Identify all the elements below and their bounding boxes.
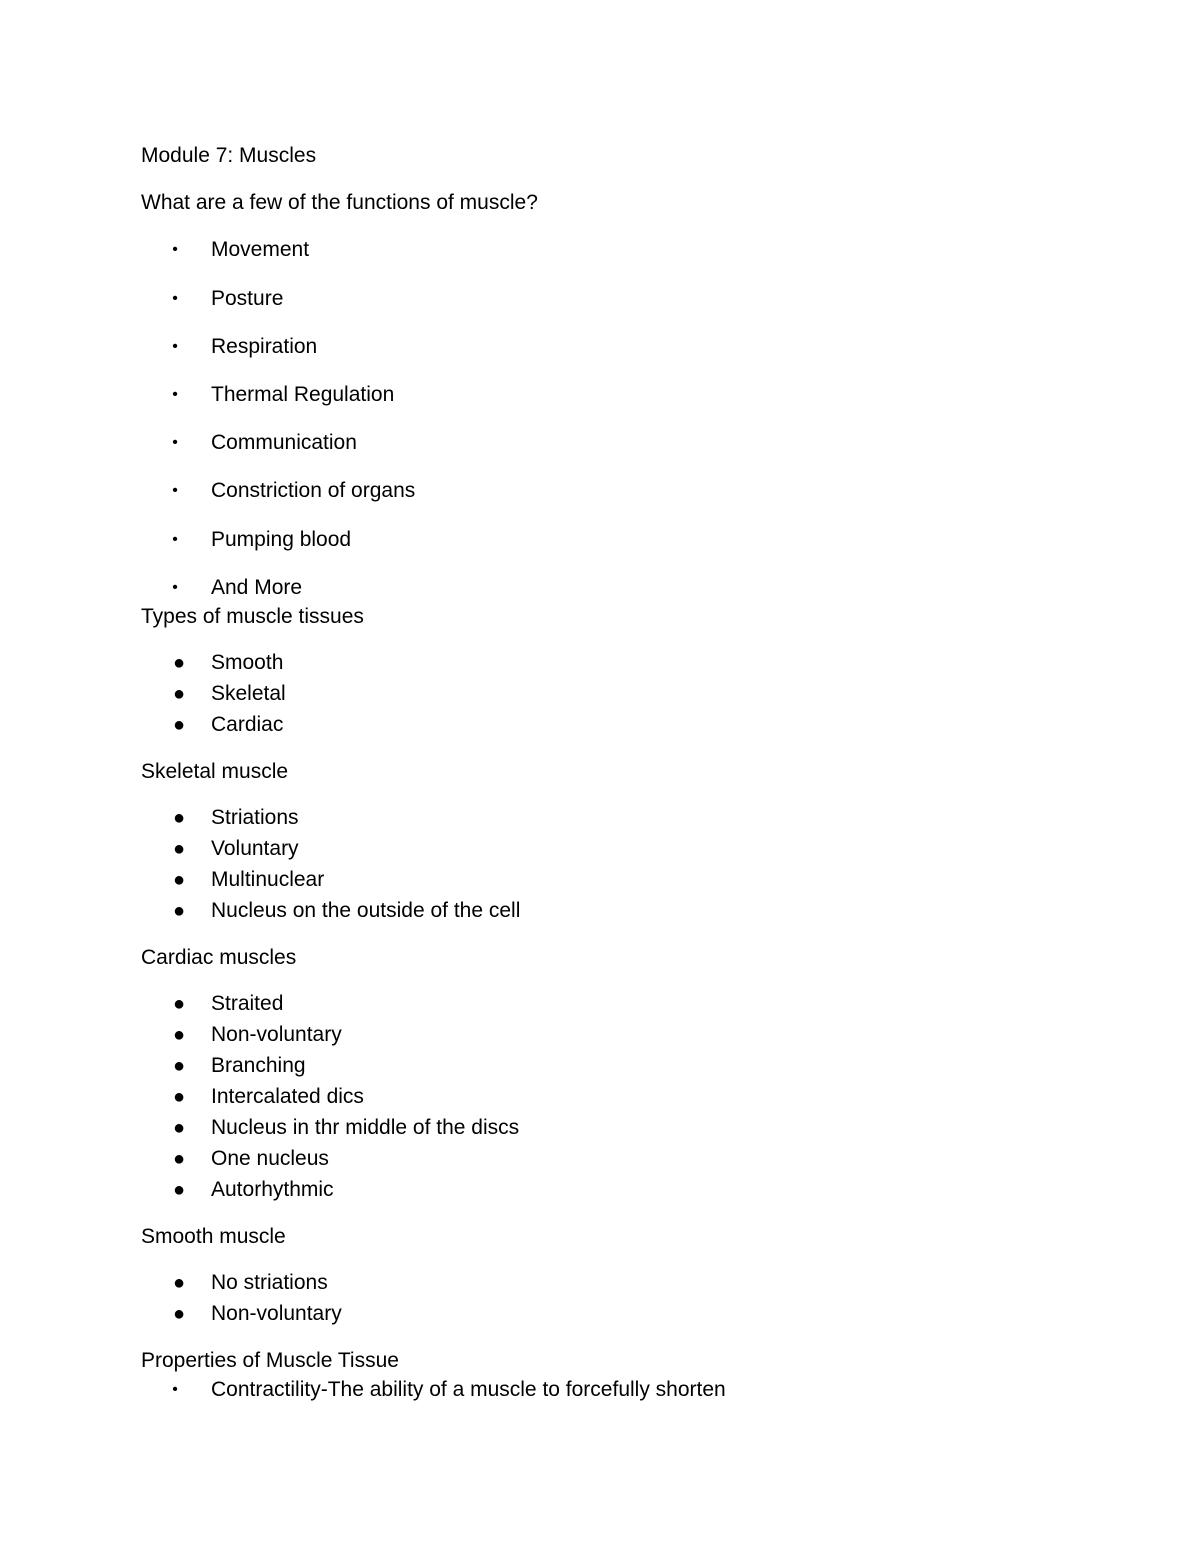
section-heading-cardiac: Cardiac muscles	[141, 946, 297, 969]
document-page: Module 7: Muscles What are a few of the functions of muscle? • Movement • Posture • Respiration • Thermal Regulation • Communication • Constriction of organs • Pumping blood • And More Types of muscle tissues ● Smooth ● Skeletal ● Cardiac Skeletal muscle ● Striations ● Voluntary ● Multinuclear ● Nucleus on the outside of the cell Cardiac muscles ● Straited ● Non-voluntary ● Branching ● Intercalated dics ● Nucleus in thr middle of the discs ● One nucleus ● Autorhythmic Smooth muscle ● No striations ● Non-voluntary Properties of Muscle Tissue • Contractility-The ability of a muscle to forcefully shorten	[141, 144, 726, 1401]
bullet-icon: •	[172, 338, 178, 355]
bullet-icon: ●	[172, 683, 186, 705]
bullet-icon: ●	[172, 900, 186, 922]
bullet-icon: ●	[172, 993, 186, 1015]
section-heading-skeletal: Skeletal muscle	[141, 760, 289, 783]
bullet-icon: ●	[172, 869, 186, 891]
section-heading-properties: Properties of Muscle Tissue	[141, 1349, 399, 1372]
bullet-icon: •	[172, 386, 178, 403]
bullet-icon: ●	[172, 838, 186, 860]
section-heading-functions: What are a few of the functions of muscle?	[141, 191, 538, 214]
section-heading-smooth: Smooth muscle	[141, 1225, 286, 1248]
bullet-icon: ●	[172, 714, 186, 736]
bullet-icon: ●	[172, 1272, 186, 1294]
bullet-icon: ●	[172, 1117, 186, 1139]
bullet-icon: ●	[172, 1055, 186, 1077]
bullet-icon: ●	[172, 1303, 186, 1325]
bullet-icon: ●	[172, 1024, 186, 1046]
bullet-icon: •	[172, 482, 178, 499]
section-heading-types: Types of muscle tissues	[141, 605, 364, 628]
bullet-icon: ●	[172, 807, 186, 829]
bullet-icon: •	[172, 531, 178, 548]
page-title: Module 7: Muscles	[141, 144, 317, 167]
bullet-icon: ●	[172, 1179, 186, 1201]
bullet-icon: ●	[172, 1086, 186, 1108]
bullet-icon: •	[172, 434, 178, 451]
bullet-icon: ●	[172, 1148, 186, 1170]
bullet-icon: •	[172, 290, 178, 307]
bullet-icon: •	[172, 241, 178, 258]
bullet-icon: •	[172, 579, 178, 596]
bullet-icon: ●	[172, 652, 186, 674]
bullet-icon: •	[172, 1381, 178, 1398]
